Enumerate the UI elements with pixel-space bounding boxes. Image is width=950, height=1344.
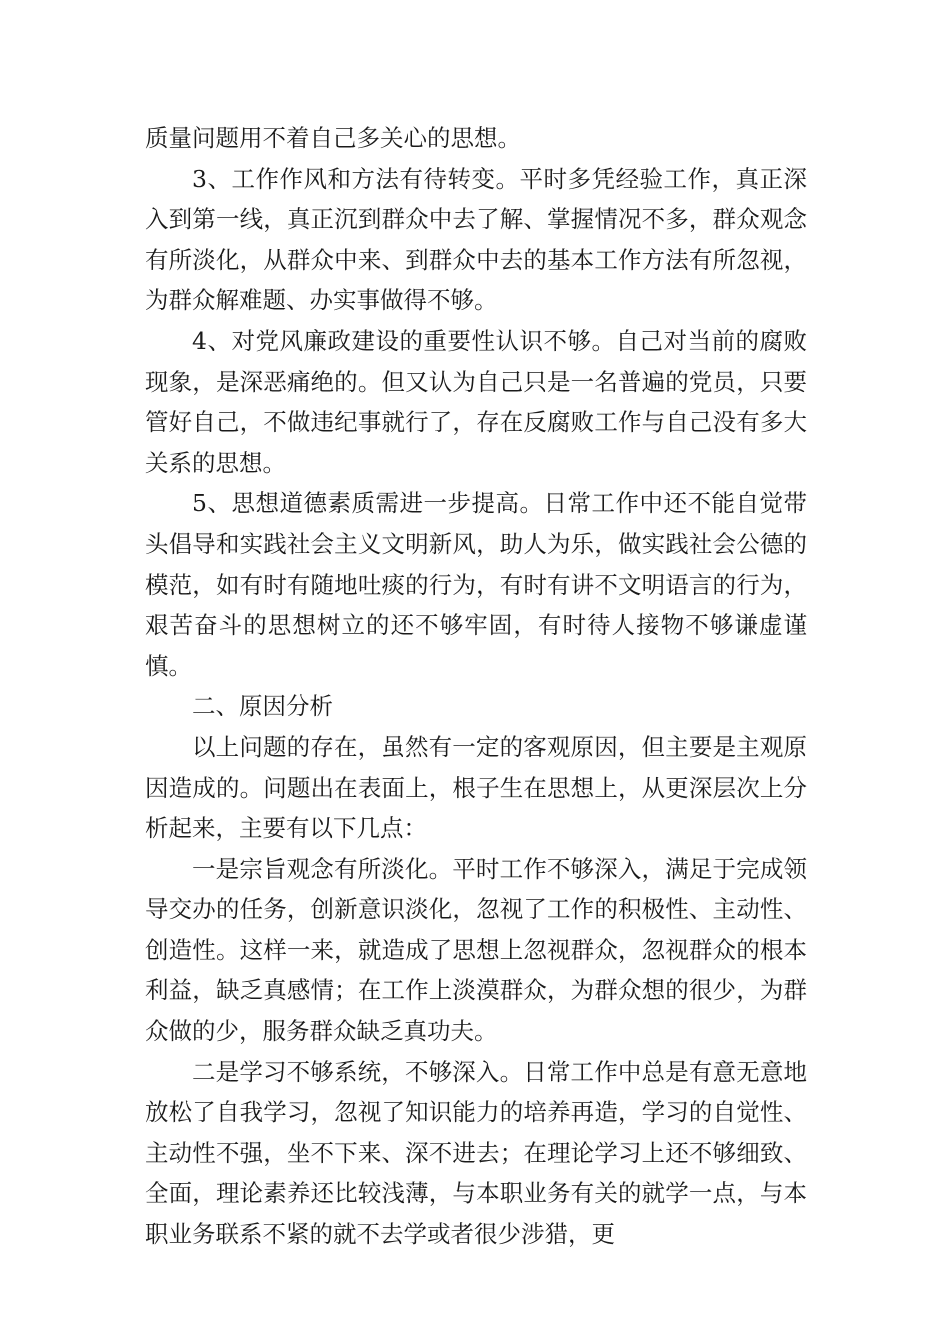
document-body [145, 118, 807, 1255]
paragraph-continuation: 质量问题用不着自己多关心的思想。 [145, 124, 521, 152]
paragraph-cause-intro: 以上问题的存在，虽然有一定的客观原因，但主要是主观原因造成的。问题出在表面上，根子生在思想上，从更深层次上分析起来，主要有以下几点： [145, 732, 807, 843]
paragraph-item-5: 5、思想道德素质需进一步提高。日常工作中还不能自觉带头倡导和实践社会主义文明新风，助人为乐，做实践社会公德的模范，如有时有随地吐痰的行为，有时有讲不文明语言的行为，艰苦奋斗的思想树立的还不够牢固，有时待人接物不够谦虚谨慎。 [145, 489, 807, 680]
paragraph-cause-two: 二是学习不够系统，不够深入。日常工作中总是有意无意地放松了自我学习，忽视了知识能力的培养再造，学习的自觉性、主动性不强，坐不下来、深不进去；在理论学习上还不够细致、全面，理论素养还比较浅薄，与本职业务有关的就学一点，与本职业务联系不紧的就不去学或者很少涉猎，更 [145, 1057, 807, 1249]
paragraph-item-4: 4、对党风廉政建设的重要性认识不够。自己对当前的腐败现象，是深恶痛绝的。但又认为自己只是一名普遍的党员，只要管好自己，不做违纪事就行了，存在反腐败工作与自己没有多大关系的思想。 [145, 326, 807, 477]
paragraph-cause-one: 一是宗旨观念有所淡化。平时工作不够深入，满足于完成领导交办的任务，创新意识淡化，忽视了工作的积极性、主动性、创造性。这样一来，就造成了思想上忽视群众，忽视群众的根本利益，缺乏真感情；在工作上淡漠群众，为群众想的很少，为群众做的少，服务群众缺乏真功夫。 [145, 854, 807, 1046]
section-heading-cause-analysis: 二、原因分析 [192, 692, 333, 721]
paragraph-item-3: 3、工作作风和方法有待转变。平时多凭经验工作，真正深入到第一线，真正沉到群众中去了解、掌握情况不多，群众观念有所淡化，从群众中来、到群众中去的基本工作方法有所忽视，为群众解难题、办实事做得不够。 [145, 164, 807, 315]
